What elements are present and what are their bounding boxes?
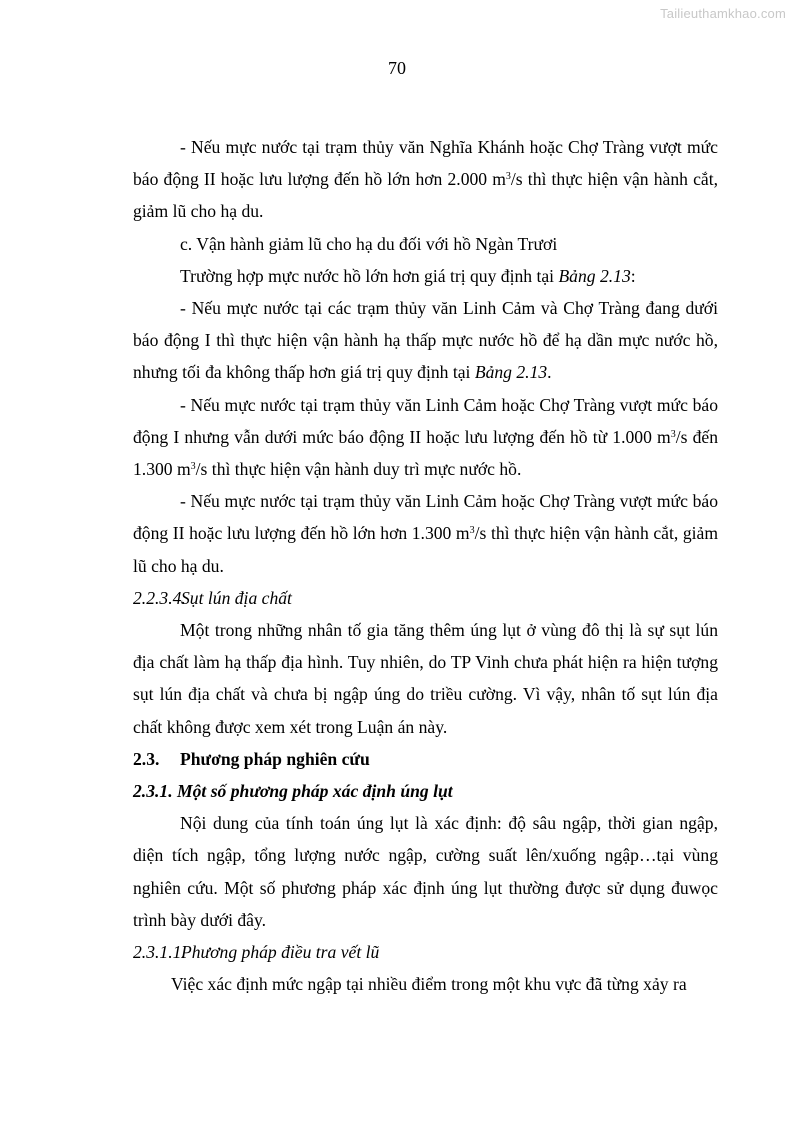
paragraph-below-alarm-1: - Nếu mực nước tại các trạm thủy văn Linh Cảm và Chợ Tràng đang dưới báo động I thì thực hiện vận hành hạ thấp mực nước hồ để hạ dần mực nước hồ, nhưng tối đa không thấp hơn giá trị quy định tại Bảng 2.13.: [133, 298, 718, 383]
heading-2-3-1-1: 2.3.1.1.Phương pháp điều tra vết lũ: [133, 942, 380, 963]
paragraph-flood-calc: Nội dung của tính toán úng lụt là xác định: độ sâu ngập, thời gian ngập, diện tích ngập, tổng lượng nước ngập, cường suất lên/xuống ngập…tại vùng nghiên cứu. Một số phương pháp xác định úng lụt thường được sử dụng đuwọc trình bày dưới đây.: [133, 813, 718, 930]
heading-2-3-1: 2.3.1. Một số phương pháp xác định úng lụt: [133, 781, 453, 802]
document-body: [133, 131, 718, 1000]
paragraph-flood-mark: Việc xác định mức ngập tại nhiều điểm trong một khu vực đã từng xảy ra: [171, 974, 687, 995]
paragraph-alarm-1-to-2: - Nếu mực nước tại trạm thủy văn Linh Cảm hoặc Chợ Tràng vượt mức báo động I nhưng vẫn dưới mức báo động II hoặc lưu lượng đến hồ từ 1.000 $m^3/s$ đến 1.300 $m^3/s$ thì thực hiện vận hành duy trì mực nước hồ.: [133, 394, 718, 480]
table-reference: Bảng 2.13: [474, 362, 548, 383]
paragraph-above-alarm-2: - Nếu mực nước tại trạm thủy văn Linh Cảm hoặc Chợ Tràng vượt mức báo động II hoặc lưu lượng đến hồ lớn hơn 1.300 $m^3/s$ thì thực hiện vận hành cắt, giảm lũ cho hạ du.: [133, 491, 719, 576]
paragraph-condition: Trường hợp mực nước hồ lớn hơn giá trị quy định tại Bảng 2.13:: [180, 265, 636, 286]
heading-2-2-3-4: 2.2.3.4.Sụt lún địa chất: [133, 587, 292, 608]
watermark: Tailieuthamkhao.com: [660, 6, 786, 21]
paragraph-nghia-khanh: - Nếu mực nước tại trạm thủy văn Nghĩa Khánh hoặc Chợ Tràng vượt mức báo động II hoặc lưu lượng đến hồ lớn hơn 2.000 $m^3/s$ thì thực hiện vận hành cắt, giảm lũ cho hạ du.: [133, 137, 718, 222]
heading-2-3: 2.3. Phương pháp nghiên cứu: [133, 748, 370, 769]
table-reference: Bảng 2.13: [558, 265, 631, 286]
page-number: 70: [388, 58, 406, 78]
subheading-ngan-truoi: c. Vận hành giảm lũ cho hạ du đối với hồ Ngàn Trươi: [180, 233, 558, 254]
paragraph-subsidence: Một trong những nhân tố gia tăng thêm úng lụt ở vùng đô thị là sự sụt lún địa chất làm hạ thấp địa hình. Tuy nhiên, do TP Vinh chưa phát hiện ra hiện tượng sụt lún địa chất và chưa bị ngập úng do triều cường. Vì vậy, nhân tố sụt lún địa chất không được xem xét trong Luận án này.: [133, 620, 718, 737]
